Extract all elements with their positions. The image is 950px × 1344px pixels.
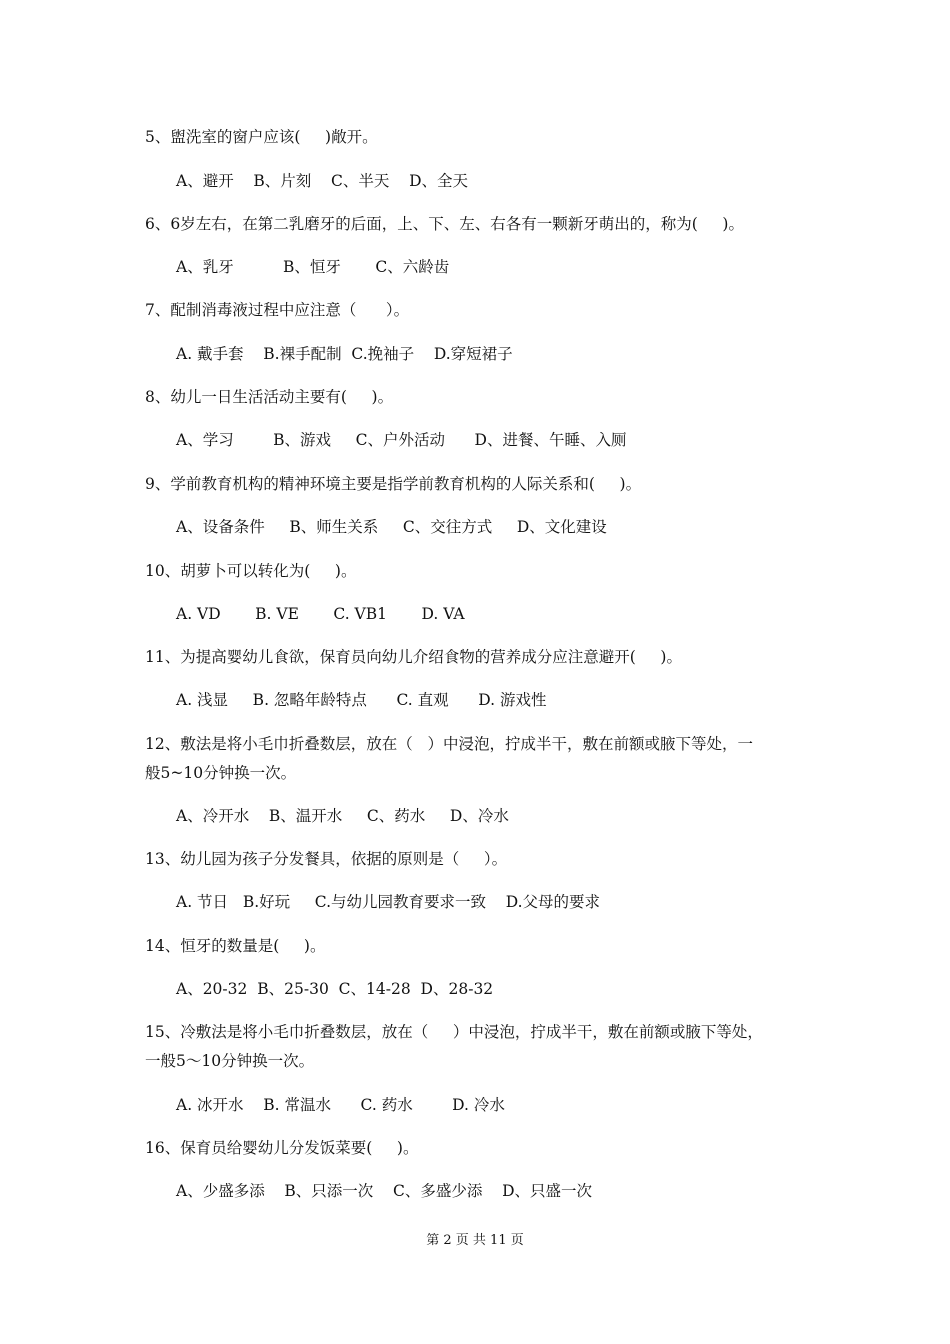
question-5: 5、盥洗室的窗户应该( )敞开。	[145, 128, 378, 146]
question-15: 15、冷敷法是将小毛巾折叠数层，放在（ ）中浸泡，拧成半干，敷在前额或腋下等处，	[145, 1023, 763, 1041]
options-11: A. 浅显 B. 忽略年龄特点 C. 直观 D. 游戏性	[176, 691, 547, 709]
question-10: 10、胡萝卜可以转化为( )。	[145, 562, 357, 580]
options-14: A、20-32 B、25-30 C、14-28 D、28-32	[176, 980, 494, 998]
question-8: 8、幼儿一日生活活动主要有( )。	[145, 388, 394, 406]
options-16: A、少盛多添 B、只添一次 C、多盛少添 D、只盛一次	[176, 1182, 592, 1200]
question-7: 7、配制消毒液过程中应注意（ ）。	[145, 301, 410, 319]
question-9: 9、学前教育机构的精神环境主要是指学前教育机构的人际关系和( )。	[145, 475, 642, 493]
question-16: 16、保育员给婴幼儿分发饭菜要( )。	[145, 1139, 419, 1157]
question-12-continued: 般5~10分钟换一次。	[145, 764, 297, 782]
options-6: A、乳牙 B、恒牙 C、六龄齿	[176, 258, 450, 276]
question-13: 13、幼儿园为孩子分发餐具，依据的原则是（ ）。	[145, 850, 508, 868]
question-11: 11、为提高婴幼儿食欲，保育员向幼儿介绍食物的营养成分应注意避开( )。	[145, 648, 682, 666]
options-15: A. 冰开水 B. 常温水 C. 药水 D. 冷水	[176, 1096, 505, 1114]
options-8: A、学习 B、游戏 C、户外活动 D、进餐、午睡、入厕	[176, 431, 627, 449]
question-15-continued: 一般5～10分钟换一次。	[145, 1052, 315, 1070]
options-5: A、避开 B、片刻 C、半天 D、全天	[176, 172, 468, 190]
options-13: A. 节日 B.好玩 C.与幼儿园教育要求一致 D.父母的要求	[176, 893, 601, 911]
question-14: 14、恒牙的数量是( )。	[145, 937, 326, 955]
options-9: A、设备条件 B、师生关系 C、交往方式 D、文化建设	[176, 518, 607, 536]
options-12: A、冷开水 B、温开水 C、药水 D、冷水	[176, 807, 509, 825]
page-footer: 第 2 页 共 11 页	[426, 1233, 524, 1248]
question-6: 6、6岁左右，在第二乳磨牙的后面，上、下、左、右各有一颗新牙萌出的，称为( )。	[145, 215, 744, 233]
options-7: A. 戴手套 B.裸手配制 C.挽袖子 D.穿短裙子	[176, 345, 513, 363]
options-10: A. VD B. VE C. VB1 D. VA	[176, 605, 465, 623]
question-12: 12、敷法是将小毛巾折叠数层，放在（ ）中浸泡，拧成半干，敷在前额或腋下等处，一	[145, 735, 754, 753]
